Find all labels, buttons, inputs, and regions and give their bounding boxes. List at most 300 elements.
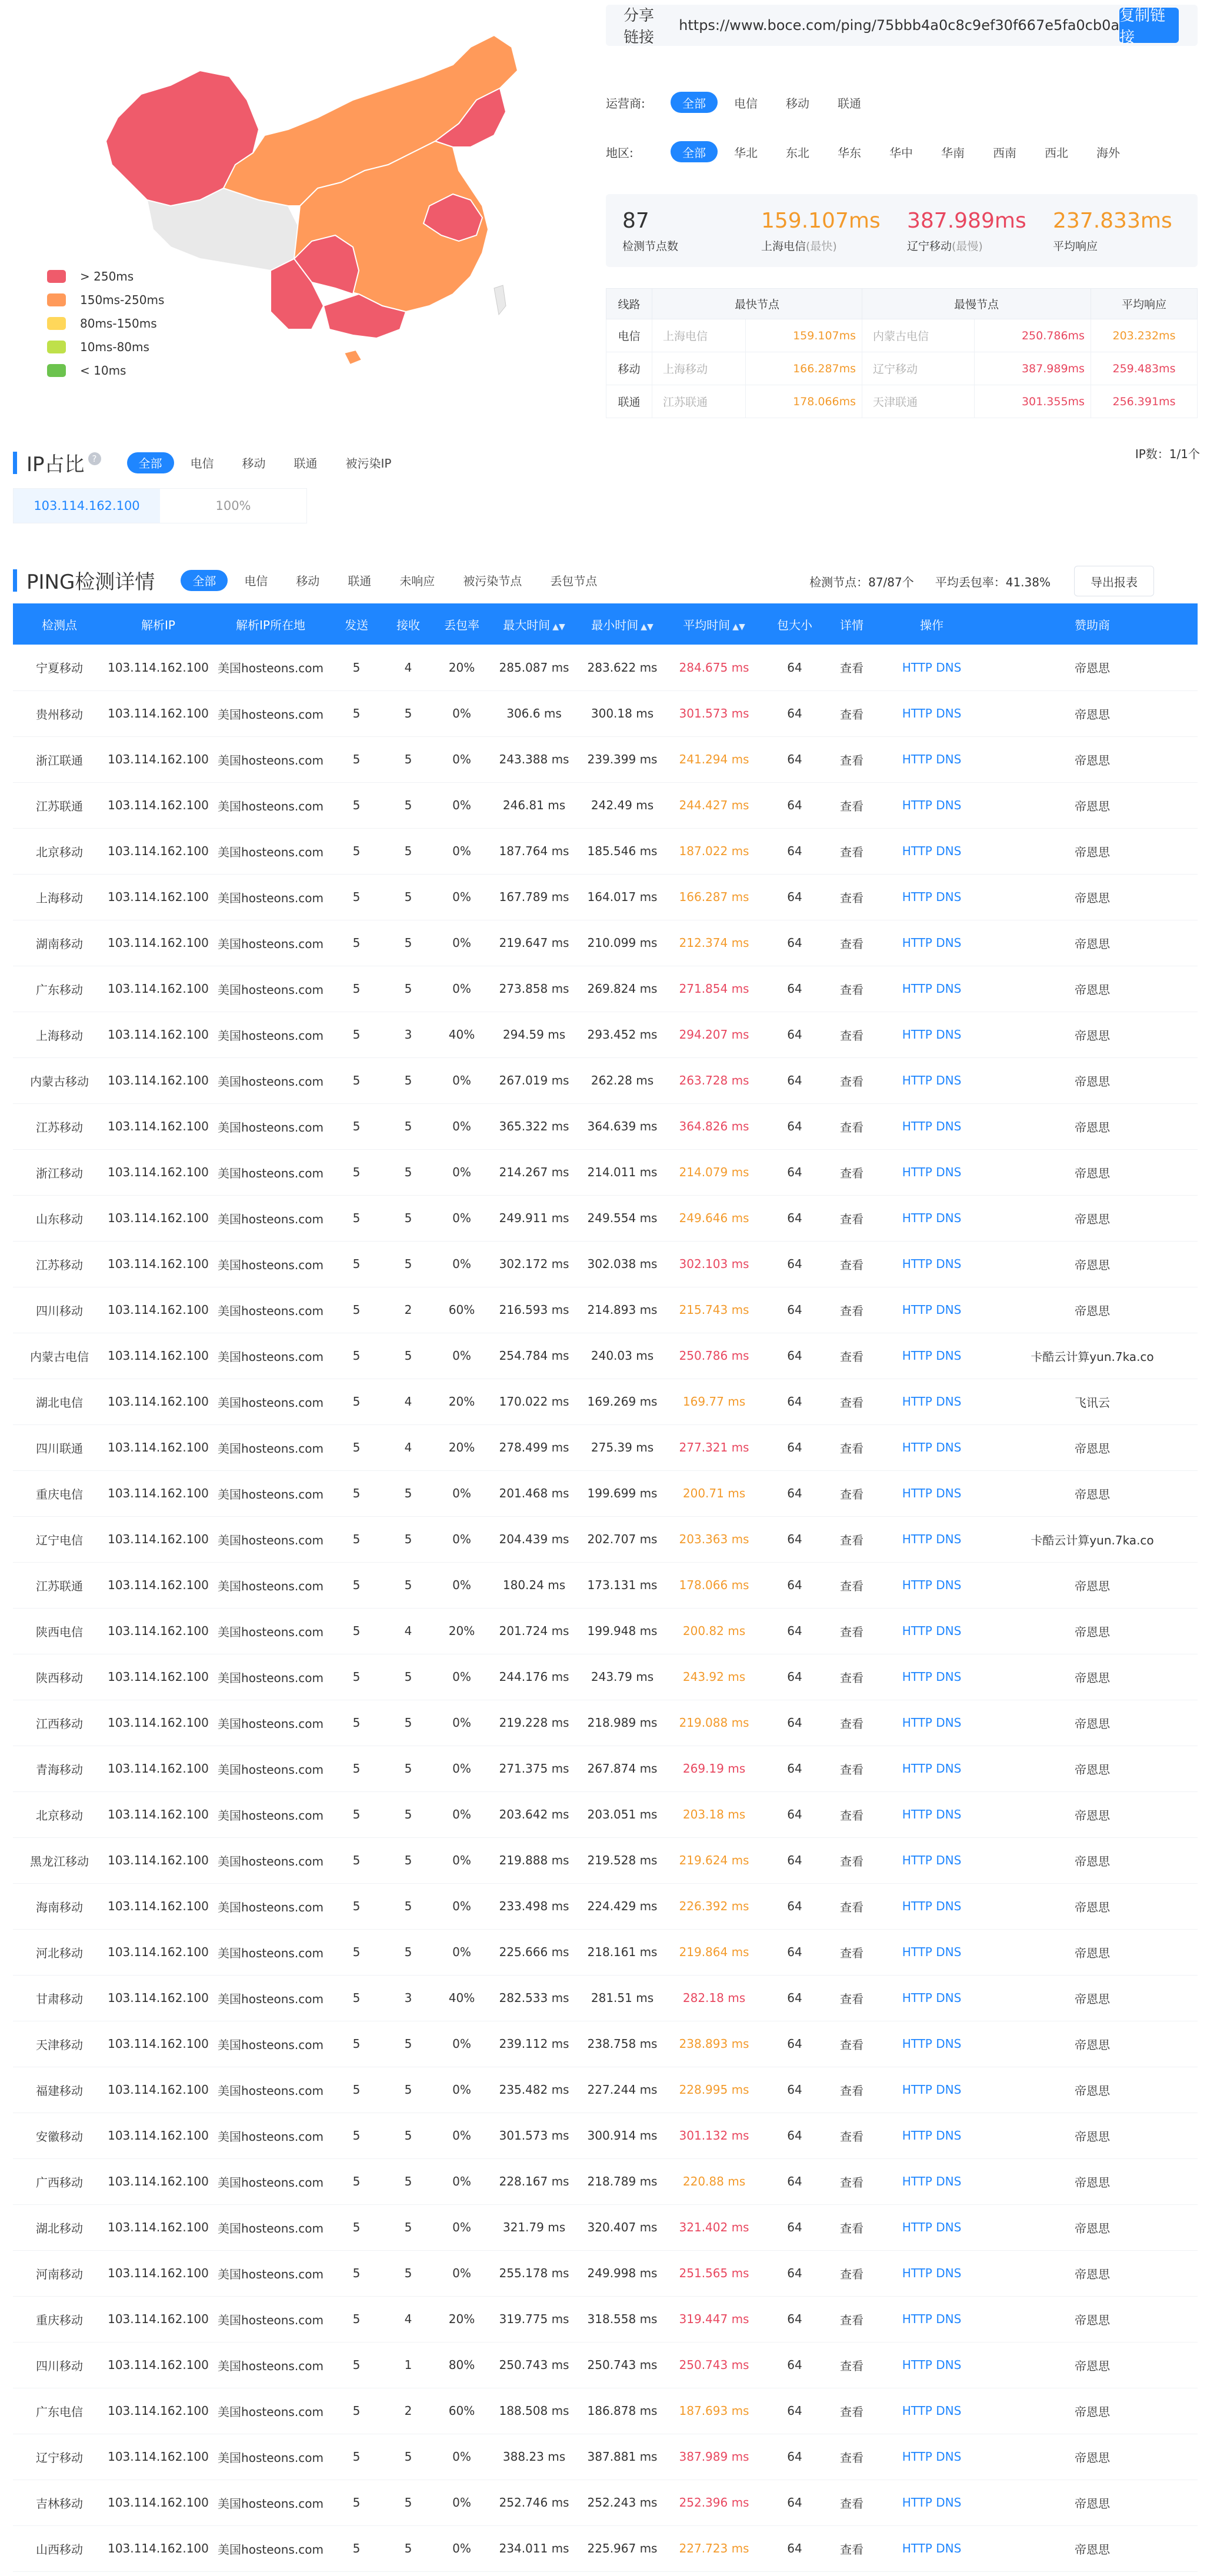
detail-link[interactable]: 查看 bbox=[827, 1516, 876, 1562]
detail-link[interactable]: 查看 bbox=[827, 828, 876, 874]
sponsor-link[interactable]: 帝恩思 bbox=[987, 1746, 1198, 1791]
detail-link[interactable]: 查看 bbox=[827, 2250, 876, 2296]
sponsor-link[interactable]: 帝恩思 bbox=[987, 2342, 1198, 2388]
detail-link[interactable]: 查看 bbox=[827, 2204, 876, 2250]
http-link[interactable]: HTTP bbox=[902, 2450, 932, 2464]
region-filter-option-5[interactable]: 华南 bbox=[941, 145, 965, 160]
cell-sent: 5 bbox=[331, 1287, 382, 1333]
cell-ip-location: 美国hosteons.com bbox=[211, 1149, 331, 1195]
dns-link[interactable]: DNS bbox=[936, 2128, 962, 2143]
isp-filter-option-2[interactable]: 移动 bbox=[786, 96, 809, 111]
cell-operations bbox=[876, 2158, 987, 2204]
detail-link[interactable]: 查看 bbox=[827, 690, 876, 736]
http-link[interactable]: HTTP bbox=[902, 1257, 932, 1271]
sponsor-link[interactable]: 帝恩思 bbox=[987, 1012, 1198, 1057]
dns-link[interactable]: DNS bbox=[936, 2266, 962, 2280]
cell-packet-size: 64 bbox=[762, 1057, 827, 1103]
sponsor-link[interactable]: 帝恩思 bbox=[987, 1608, 1198, 1654]
http-link[interactable]: HTTP bbox=[902, 1899, 932, 1913]
cell-loss-rate: 0% bbox=[434, 2434, 489, 2480]
http-link[interactable]: HTTP bbox=[902, 798, 932, 812]
sponsor-link[interactable]: 帝恩思 bbox=[987, 1837, 1198, 1883]
detail-link[interactable]: 查看 bbox=[827, 1333, 876, 1379]
http-link[interactable]: HTTP bbox=[902, 2404, 932, 2418]
http-link[interactable]: HTTP bbox=[902, 1073, 932, 1087]
detail-link[interactable]: 查看 bbox=[827, 2388, 876, 2434]
ping-col-label: 最大时间 bbox=[503, 618, 551, 632]
cell-ip-location: 美国hosteons.com bbox=[211, 1608, 331, 1654]
region-filter-option-2[interactable]: 东北 bbox=[786, 145, 809, 160]
region-filter-option-8[interactable]: 海外 bbox=[1096, 145, 1120, 160]
sponsor-link[interactable]: 帝恩思 bbox=[987, 1103, 1198, 1149]
sponsor-link[interactable]: 帝恩思 bbox=[987, 736, 1198, 782]
legend-item[interactable] bbox=[47, 359, 164, 382]
dns-link[interactable]: DNS bbox=[936, 1165, 962, 1179]
detail-link[interactable]: 查看 bbox=[827, 920, 876, 966]
cell-ip-location: 美国hosteons.com bbox=[211, 1333, 331, 1379]
ip-count: IP数：1/1个 bbox=[1135, 447, 1200, 461]
dns-link[interactable]: DNS bbox=[936, 1624, 962, 1638]
detail-link[interactable]: 查看 bbox=[827, 1608, 876, 1654]
dns-link[interactable]: DNS bbox=[936, 2037, 962, 2051]
dns-link[interactable]: DNS bbox=[936, 1532, 962, 1546]
http-link[interactable]: HTTP bbox=[902, 2266, 932, 2280]
http-link[interactable]: HTTP bbox=[902, 982, 932, 996]
dns-link[interactable]: DNS bbox=[936, 982, 962, 996]
sponsor-link[interactable]: 帝恩思 bbox=[987, 1791, 1198, 1837]
http-link[interactable]: HTTP bbox=[902, 706, 932, 720]
ping-node-count: 检测节点：87/87个 bbox=[809, 575, 914, 589]
http-link[interactable]: HTTP bbox=[902, 2174, 932, 2188]
cell-loss-rate: 0% bbox=[434, 2204, 489, 2250]
isp-filter-option-1[interactable]: 电信 bbox=[734, 96, 758, 111]
http-link[interactable]: HTTP bbox=[902, 890, 932, 904]
sponsor-link[interactable]: 帝恩思 bbox=[987, 2296, 1198, 2342]
dns-link[interactable]: DNS bbox=[936, 1945, 962, 1959]
detail-link[interactable]: 查看 bbox=[827, 2434, 876, 2480]
cell-min-time: 252.243 ms bbox=[579, 2480, 666, 2525]
dns-link[interactable]: DNS bbox=[936, 752, 962, 766]
http-link[interactable]: HTTP bbox=[902, 2541, 932, 2555]
detail-link[interactable]: 查看 bbox=[827, 1746, 876, 1791]
sponsor-link[interactable]: 帝恩思 bbox=[987, 2434, 1198, 2480]
cell-operations bbox=[876, 1883, 987, 1929]
slow-node: 辽宁移动 bbox=[862, 352, 975, 385]
sponsor-link[interactable]: 帝恩思 bbox=[987, 1654, 1198, 1700]
detail-link[interactable]: 查看 bbox=[827, 1791, 876, 1837]
isp-filter-option-0[interactable]: 全部 bbox=[671, 92, 718, 113]
detail-link[interactable]: 查看 bbox=[827, 2113, 876, 2158]
http-link[interactable]: HTTP bbox=[902, 660, 932, 675]
cell-sent: 5 bbox=[331, 2296, 382, 2342]
cell-resolved-ip: 103.114.162.100 bbox=[106, 1470, 211, 1516]
cell-loss-rate: 0% bbox=[434, 828, 489, 874]
sponsor-link[interactable]: 帝恩思 bbox=[987, 920, 1198, 966]
ip-tab-3[interactable]: 联通 bbox=[294, 456, 318, 471]
ping-tab-6[interactable]: 丢包节点 bbox=[550, 574, 598, 588]
cell-received: 4 bbox=[382, 1379, 434, 1424]
sponsor-link[interactable]: 帝恩思 bbox=[987, 1470, 1198, 1516]
detail-link[interactable]: 查看 bbox=[827, 2158, 876, 2204]
cell-node: 内蒙古电信 bbox=[13, 1333, 106, 1379]
ping-tab-1[interactable]: 电信 bbox=[244, 574, 268, 588]
http-link[interactable]: HTTP bbox=[902, 2220, 932, 2234]
http-link[interactable]: HTTP bbox=[902, 1670, 932, 1684]
ip-tab-1[interactable]: 电信 bbox=[190, 456, 214, 471]
detail-link[interactable]: 查看 bbox=[827, 2342, 876, 2388]
ping-tab-0[interactable]: 全部 bbox=[181, 570, 228, 591]
dns-link[interactable]: DNS bbox=[936, 1807, 962, 1821]
slow-node: 天津联通 bbox=[862, 385, 975, 418]
detail-link[interactable]: 查看 bbox=[827, 1470, 876, 1516]
ping-col-label: 平均时间 bbox=[683, 618, 731, 632]
cell-packet-size: 64 bbox=[762, 2158, 827, 2204]
cell-operations bbox=[876, 1333, 987, 1379]
sponsor-link[interactable]: 卡酷云计算yun.7ka.co bbox=[987, 1333, 1198, 1379]
cell-packet-size: 64 bbox=[762, 1929, 827, 1975]
map-region-hainan[interactable] bbox=[344, 350, 362, 365]
cell-ip-location: 美国hosteons.com bbox=[211, 2388, 331, 2434]
legend-item[interactable] bbox=[47, 288, 164, 312]
region-filter bbox=[606, 141, 1136, 162]
ping-meta bbox=[809, 566, 1154, 596]
cell-packet-size: 64 bbox=[762, 2296, 827, 2342]
detail-link[interactable]: 查看 bbox=[827, 1287, 876, 1333]
isp-filter-option-3[interactable]: 联通 bbox=[838, 96, 861, 111]
detail-link[interactable]: 查看 bbox=[827, 1424, 876, 1470]
sort-icon[interactable]: ▲▼ bbox=[732, 622, 745, 632]
sort-icon[interactable]: ▲▼ bbox=[641, 622, 653, 632]
dns-link[interactable]: DNS bbox=[936, 1716, 962, 1730]
http-link[interactable]: HTTP bbox=[902, 844, 932, 858]
cell-min-time: 293.452 ms bbox=[579, 1012, 666, 1057]
sponsor-link[interactable]: 帝恩思 bbox=[987, 1287, 1198, 1333]
sponsor-link[interactable]: 帝恩思 bbox=[987, 1424, 1198, 1470]
cell-node: 四川移动 bbox=[13, 1287, 106, 1333]
sponsor-link[interactable]: 帝恩思 bbox=[987, 2525, 1198, 2571]
http-link[interactable]: HTTP bbox=[902, 1532, 932, 1546]
stat-fastest-label bbox=[761, 238, 891, 253]
cell-ip-location: 美国hosteons.com bbox=[211, 2158, 331, 2204]
ping-tab-2[interactable]: 移动 bbox=[296, 574, 320, 588]
dns-link[interactable]: DNS bbox=[936, 1440, 962, 1454]
dns-link[interactable]: DNS bbox=[936, 1578, 962, 1592]
cell-packet-size: 64 bbox=[762, 1837, 827, 1883]
cell-max-time: 204.439 ms bbox=[489, 1516, 579, 1562]
sponsor-link[interactable]: 帝恩思 bbox=[987, 1975, 1198, 2021]
cell-loss-rate: 0% bbox=[434, 1929, 489, 1975]
ping-col-6[interactable] bbox=[489, 603, 579, 645]
http-link[interactable]: HTTP bbox=[902, 2037, 932, 2051]
detail-link[interactable]: 查看 bbox=[827, 1700, 876, 1746]
cell-received: 5 bbox=[382, 1700, 434, 1746]
dns-link[interactable]: DNS bbox=[936, 2312, 962, 2326]
dns-link[interactable]: DNS bbox=[936, 1394, 962, 1409]
http-link[interactable]: HTTP bbox=[902, 2358, 932, 2372]
dns-link[interactable]: DNS bbox=[936, 1899, 962, 1913]
sponsor-link[interactable]: 帝恩思 bbox=[987, 2113, 1198, 2158]
detail-link[interactable]: 查看 bbox=[827, 1883, 876, 1929]
sponsor-link[interactable]: 帝恩思 bbox=[987, 1883, 1198, 1929]
legend-item[interactable] bbox=[47, 335, 164, 359]
cell-min-time: 300.18 ms bbox=[579, 690, 666, 736]
detail-link[interactable]: 查看 bbox=[827, 1195, 876, 1241]
dns-link[interactable]: DNS bbox=[936, 1670, 962, 1684]
cell-max-time: 219.888 ms bbox=[489, 1837, 579, 1883]
dns-link[interactable]: DNS bbox=[936, 706, 962, 720]
ping-col-label: 接收 bbox=[396, 618, 420, 632]
region-filter-option-0[interactable]: 全部 bbox=[671, 141, 718, 162]
dns-link[interactable]: DNS bbox=[936, 1211, 962, 1225]
http-link[interactable]: HTTP bbox=[902, 1303, 932, 1317]
dns-link[interactable]: DNS bbox=[936, 2083, 962, 2097]
dns-link[interactable]: DNS bbox=[936, 936, 962, 950]
sponsor-link[interactable]: 帝恩思 bbox=[987, 1700, 1198, 1746]
detail-link[interactable]: 查看 bbox=[827, 2021, 876, 2067]
cell-max-time: 294.59 ms bbox=[489, 1012, 579, 1057]
dns-link[interactable]: DNS bbox=[936, 1257, 962, 1271]
detail-link[interactable]: 查看 bbox=[827, 1929, 876, 1975]
ping-col-label: 解析IP bbox=[141, 618, 175, 632]
cell-operations bbox=[876, 2021, 987, 2067]
cell-operations bbox=[876, 1791, 987, 1837]
http-link[interactable]: HTTP bbox=[902, 1991, 932, 2005]
cell-received: 5 bbox=[382, 2113, 434, 2158]
ip-address-cell[interactable]: 103.114.162.100 bbox=[14, 489, 160, 523]
cell-avg-time: 241.294 ms bbox=[666, 736, 762, 782]
cell-received: 5 bbox=[382, 1333, 434, 1379]
cell-max-time: 225.666 ms bbox=[489, 1929, 579, 1975]
sponsor-link[interactable]: 帝恩思 bbox=[987, 1241, 1198, 1287]
ip-tab-4[interactable]: 被污染IP bbox=[345, 456, 392, 471]
cell-ip-location: 美国hosteons.com bbox=[211, 2021, 331, 2067]
sponsor-link[interactable]: 卡酷云计算yun.7ka.co bbox=[987, 1516, 1198, 1562]
detail-link[interactable]: 查看 bbox=[827, 2296, 876, 2342]
detail-link[interactable]: 查看 bbox=[827, 874, 876, 920]
dns-link[interactable]: DNS bbox=[936, 2174, 962, 2188]
line-name: 联通 bbox=[606, 385, 652, 418]
sponsor-link[interactable]: 帝恩思 bbox=[987, 2204, 1198, 2250]
help-icon[interactable]: ? bbox=[88, 452, 101, 465]
dns-link[interactable]: DNS bbox=[936, 2495, 962, 2510]
http-link[interactable]: HTTP bbox=[902, 1440, 932, 1454]
ping-tab-3[interactable]: 联通 bbox=[348, 574, 372, 588]
cell-max-time: 234.011 ms bbox=[489, 2525, 579, 2571]
detail-link[interactable]: 查看 bbox=[827, 782, 876, 828]
export-report-button[interactable]: 导出报表 bbox=[1074, 566, 1154, 596]
cell-ip-location: 美国hosteons.com bbox=[211, 1883, 331, 1929]
http-link[interactable]: HTTP bbox=[902, 2312, 932, 2326]
dns-link[interactable]: DNS bbox=[936, 1761, 962, 1776]
sponsor-link[interactable]: 帝恩思 bbox=[987, 2021, 1198, 2067]
cell-resolved-ip: 103.114.162.100 bbox=[106, 828, 211, 874]
cell-loss-rate: 40% bbox=[434, 1975, 489, 2021]
ping-col-8[interactable] bbox=[666, 603, 762, 645]
sponsor-link[interactable]: 帝恩思 bbox=[987, 2158, 1198, 2204]
http-link[interactable]: HTTP bbox=[902, 1578, 932, 1592]
dns-link[interactable]: DNS bbox=[936, 1303, 962, 1317]
sponsor-link[interactable]: 帝恩思 bbox=[987, 782, 1198, 828]
http-link[interactable]: HTTP bbox=[902, 936, 932, 950]
region-filter-option-1[interactable]: 华北 bbox=[734, 145, 758, 160]
sponsor-link[interactable]: 帝恩思 bbox=[987, 2250, 1198, 2296]
region-filter-option-7[interactable]: 西北 bbox=[1045, 145, 1068, 160]
dns-link[interactable]: DNS bbox=[936, 1349, 962, 1363]
http-link[interactable]: HTTP bbox=[902, 1119, 932, 1133]
ip-ratio-table bbox=[13, 488, 307, 523]
cell-received: 5 bbox=[382, 782, 434, 828]
sponsor-link[interactable]: 帝恩思 bbox=[987, 690, 1198, 736]
sponsor-link[interactable]: 帝恩思 bbox=[987, 966, 1198, 1012]
sponsor-link[interactable]: 帝恩思 bbox=[987, 828, 1198, 874]
dns-link[interactable]: DNS bbox=[936, 1073, 962, 1087]
legend-swatch bbox=[47, 341, 66, 353]
cell-packet-size: 64 bbox=[762, 1516, 827, 1562]
http-link[interactable]: HTTP bbox=[902, 1349, 932, 1363]
dns-link[interactable]: DNS bbox=[936, 890, 962, 904]
stat-count bbox=[606, 194, 745, 267]
dns-link[interactable]: DNS bbox=[936, 2358, 962, 2372]
cell-min-time: 300.914 ms bbox=[579, 2113, 666, 2158]
detail-link[interactable]: 查看 bbox=[827, 2067, 876, 2113]
cell-resolved-ip: 103.114.162.100 bbox=[106, 1149, 211, 1195]
cell-max-time: 187.764 ms bbox=[489, 828, 579, 874]
sponsor-link[interactable]: 帝恩思 bbox=[987, 1562, 1198, 1608]
cell-min-time: 364.639 ms bbox=[579, 1103, 666, 1149]
http-link[interactable]: HTTP bbox=[902, 1761, 932, 1776]
cell-ip-location: 美国hosteons.com bbox=[211, 690, 331, 736]
ip-tab-2[interactable]: 移动 bbox=[242, 456, 266, 471]
sponsor-link[interactable]: 帝恩思 bbox=[987, 2388, 1198, 2434]
http-link[interactable]: HTTP bbox=[902, 1027, 932, 1042]
http-link[interactable]: HTTP bbox=[902, 2083, 932, 2097]
cell-node: 内蒙古移动 bbox=[13, 1057, 106, 1103]
share-url[interactable]: https://www.boce.com/ping/75bbb4a0c8c9ef30f667e5fa0cb0a bbox=[679, 17, 1120, 34]
ping-table-row bbox=[13, 1103, 1198, 1149]
share-label: 分享链接 bbox=[623, 7, 655, 46]
http-link[interactable]: HTTP bbox=[902, 1211, 932, 1225]
dns-link[interactable]: DNS bbox=[936, 2404, 962, 2418]
http-link[interactable]: HTTP bbox=[902, 752, 932, 766]
cell-sent: 5 bbox=[331, 1975, 382, 2021]
region-filter-option-6[interactable]: 西南 bbox=[993, 145, 1016, 160]
cell-received: 5 bbox=[382, 1929, 434, 1975]
http-link[interactable]: HTTP bbox=[902, 2128, 932, 2143]
detail-link[interactable]: 查看 bbox=[827, 1837, 876, 1883]
legend-item[interactable] bbox=[47, 312, 164, 335]
cell-node: 四川联通 bbox=[13, 1424, 106, 1470]
detail-link[interactable]: 查看 bbox=[827, 1012, 876, 1057]
sponsor-link[interactable]: 帝恩思 bbox=[987, 1057, 1198, 1103]
http-link[interactable]: HTTP bbox=[902, 1394, 932, 1409]
sponsor-link[interactable]: 帝恩思 bbox=[987, 874, 1198, 920]
stat-fastest bbox=[745, 194, 891, 267]
sponsor-link[interactable]: 帝恩思 bbox=[987, 1149, 1198, 1195]
sponsor-link[interactable]: 帝恩思 bbox=[987, 1929, 1198, 1975]
stat-average-value: 237.833ms bbox=[1053, 209, 1172, 233]
detail-link[interactable]: 查看 bbox=[827, 1241, 876, 1287]
ping-col-7[interactable] bbox=[579, 603, 666, 645]
dns-link[interactable]: DNS bbox=[936, 1119, 962, 1133]
cell-ip-location: 美国hosteons.com bbox=[211, 2525, 331, 2571]
detail-link[interactable]: 查看 bbox=[827, 1103, 876, 1149]
dns-link[interactable]: DNS bbox=[936, 1991, 962, 2005]
http-link[interactable]: HTTP bbox=[902, 1853, 932, 1867]
dns-link[interactable]: DNS bbox=[936, 2541, 962, 2555]
sponsor-link[interactable]: 帝恩思 bbox=[987, 2067, 1198, 2113]
ping-tab-4[interactable]: 未响应 bbox=[399, 574, 435, 588]
dns-link[interactable]: DNS bbox=[936, 1853, 962, 1867]
detail-link[interactable]: 查看 bbox=[827, 1562, 876, 1608]
cell-node: 辽宁移动 bbox=[13, 2434, 106, 2480]
http-link[interactable]: HTTP bbox=[902, 1165, 932, 1179]
ping-tab-5[interactable]: 被污染节点 bbox=[463, 574, 522, 588]
legend-item[interactable] bbox=[47, 265, 164, 288]
cell-resolved-ip: 103.114.162.100 bbox=[106, 1746, 211, 1791]
http-link[interactable]: HTTP bbox=[902, 1945, 932, 1959]
detail-link[interactable]: 查看 bbox=[827, 645, 876, 690]
detail-link[interactable]: 查看 bbox=[827, 1975, 876, 2021]
detail-link[interactable]: 查看 bbox=[827, 1057, 876, 1103]
detail-link[interactable]: 查看 bbox=[827, 736, 876, 782]
dns-link[interactable]: DNS bbox=[936, 2450, 962, 2464]
sponsor-link[interactable]: 飞讯云 bbox=[987, 1379, 1198, 1424]
region-filter-option-3[interactable]: 华东 bbox=[838, 145, 861, 160]
detail-link[interactable]: 查看 bbox=[827, 1149, 876, 1195]
cell-resolved-ip: 103.114.162.100 bbox=[106, 2158, 211, 2204]
map-region-taiwan[interactable] bbox=[494, 285, 506, 315]
dns-link[interactable]: DNS bbox=[936, 1027, 962, 1042]
http-link[interactable]: HTTP bbox=[902, 2495, 932, 2510]
detail-link[interactable]: 查看 bbox=[827, 2525, 876, 2571]
cell-node: 上海移动 bbox=[13, 874, 106, 920]
ip-tab-0[interactable]: 全部 bbox=[127, 452, 174, 473]
detail-link[interactable]: 查看 bbox=[827, 2480, 876, 2525]
cell-max-time: 319.775 ms bbox=[489, 2296, 579, 2342]
cell-sent: 5 bbox=[331, 1103, 382, 1149]
detail-link[interactable]: 查看 bbox=[827, 966, 876, 1012]
http-link[interactable]: HTTP bbox=[902, 1624, 932, 1638]
cell-node: 广东电信 bbox=[13, 2388, 106, 2434]
cell-min-time: 320.407 ms bbox=[579, 2204, 666, 2250]
cell-loss-rate: 0% bbox=[434, 2525, 489, 2571]
sort-icon[interactable]: ▲▼ bbox=[552, 622, 565, 632]
copy-link-button[interactable]: 复制链接 bbox=[1119, 8, 1179, 43]
cell-max-time: 167.789 ms bbox=[489, 874, 579, 920]
dns-link[interactable]: DNS bbox=[936, 2220, 962, 2234]
sponsor-link[interactable]: 帝恩思 bbox=[987, 1195, 1198, 1241]
detail-link[interactable]: 查看 bbox=[827, 1379, 876, 1424]
cell-node: 甘肃移动 bbox=[13, 1975, 106, 2021]
cell-ip-location: 美国hosteons.com bbox=[211, 1837, 331, 1883]
cell-max-time: 246.81 ms bbox=[489, 782, 579, 828]
dns-link[interactable]: DNS bbox=[936, 844, 962, 858]
http-link[interactable]: HTTP bbox=[902, 1486, 932, 1500]
cell-min-time: 302.038 ms bbox=[579, 1241, 666, 1287]
sponsor-link[interactable]: 帝恩思 bbox=[987, 2480, 1198, 2525]
dns-link[interactable]: DNS bbox=[936, 1486, 962, 1500]
detail-link[interactable]: 查看 bbox=[827, 1654, 876, 1700]
cell-resolved-ip: 103.114.162.100 bbox=[106, 1562, 211, 1608]
cell-min-time: 218.989 ms bbox=[579, 1700, 666, 1746]
http-link[interactable]: HTTP bbox=[902, 1716, 932, 1730]
dns-link[interactable]: DNS bbox=[936, 798, 962, 812]
cell-avg-time: 219.088 ms bbox=[666, 1700, 762, 1746]
http-link[interactable]: HTTP bbox=[902, 1807, 932, 1821]
region-filter-option-4[interactable]: 华中 bbox=[889, 145, 913, 160]
dns-link[interactable]: DNS bbox=[936, 660, 962, 675]
sponsor-link[interactable]: 帝恩思 bbox=[987, 645, 1198, 690]
